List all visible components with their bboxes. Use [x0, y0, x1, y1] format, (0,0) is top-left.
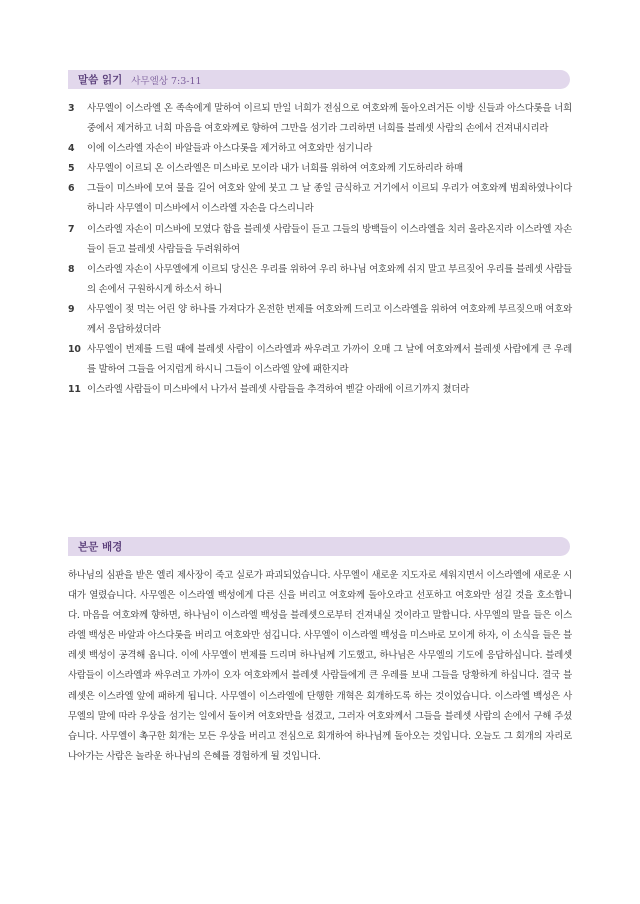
verse-number: 3 [68, 103, 75, 114]
verse-item [68, 99, 572, 139]
verse-text: 이스라엘 사람들이 미스바에서 나가서 블레셋 사람들을 추격하여 벧갈 아래에 이르기까지 쳤더라 [87, 384, 470, 396]
verse-text: 사무엘이 젖 먹는 어린 양 하나를 가져다가 온전한 번제를 여호와께 드리고 이스라엘을 위하여 여호와께 부르짖으매 여호와께서 응답하셨더라 [87, 303, 572, 336]
verse-item [68, 179, 572, 219]
verse-number: 6 [68, 183, 75, 195]
verse-text: 이스라엘 자손이 미스바에 모였다 함을 블레셋 사람들이 듣고 그들의 방백들이 이스라엘을 치러 올라온지라 이스라엘 자손들이 듣고 블레셋 사람들을 두려워하여 [87, 223, 572, 255]
verse-text: 이스라엘 자손이 사무엘에게 이르되 당신은 우리를 위하여 우리 하나님 여호와께 쉬지 말고 부르짖어 우리를 블레셋 사람들의 손에서 구원하시게 하소서 하니 [87, 263, 572, 295]
verse-item [68, 159, 572, 179]
verse-number: 4 [68, 143, 75, 155]
verse-number: 8 [68, 263, 75, 275]
background-section-title: 본문 배경 [78, 541, 123, 553]
verse-text: 사무엘이 이르되 온 이스라엘은 미스바로 모이라 내가 너희를 위하여 여호와께 기도하리라 하매 [87, 163, 463, 175]
verse-number: 5 [68, 163, 75, 175]
scripture-reference: 사무엘상 7:3-11 [131, 75, 202, 87]
verse-number: 9 [68, 303, 75, 315]
verse-item [68, 340, 572, 380]
reading-section-title: 말씀 읽기 [78, 74, 123, 86]
verse-text: 그들이 미스바에 모여 물을 길어 여호와 앞에 붓고 그 날 종일 금식하고 거기에서 이르되 우리가 여호와께 범죄하였나이다 하니라 사무엘이 미스바에서 이스라엘 자손을 다스리니라 [87, 183, 572, 215]
verse-item [68, 380, 572, 400]
background-paragraph: 하나님의 심판을 받은 엘리 제사장이 죽고 실로가 파괴되었습니다. 사무엘이 새로운 지도자로 세워지면서 이스라엘에 새로운 시대가 열렸습니다. 사무엘은 이스라엘 백성에게 다른 신을 버리고 여호와께 돌아오라고 선포하고 여호와만 섬길 것을 호소합니다. 마음을 여호와께 향하면, 하나님이 이스라엘 백성을 블레셋으로부터 건져내실 것이라고 말합니다. 사무엘의 말을 들은 이스라엘 백성은 바알과 아스다롯을 버리고 여호와만 섬깁니다. 사무엘이 이스라엘 백성을 미스바로 모이게 하자, 이 소식을 들은 블레셋 백성이 공격해 옵니다. 이에 사무엘이 번제를 드리며 하나님께 기도했고, 하나님은 사무엘의 기도에 응답하십니다. 블레셋 사람들이 이스라엘과 싸우려고 가까이 오자 여호와께서 블레셋 사람들에게 큰 우레를 보내 그들을 당황하게 하십니다. 결국 블레셋은 이스라엘 앞에 패하게 됩니다. 사무엘이 이스라엘에 단행한 개혁은 회개하도록 하는 것이었습니다. 이스라엘 백성은 사무엘의 말에 따라 우상을 섬기는 일에서 돌이켜 여호와만을 섬겼고, 그러자 여호와께서 그들을 블레셋 사람의 손에서 구해 주셨습니다. 사무엘이 촉구한 회개는 모든 우상을 버리고 전심으로 회개하여 하나님께 돌아오는 것입니다. 오늘도 그 회개의 자리로 나아가는 사람은 놀라운 하나님의 은혜를 경험하게 될 것입니다. [68, 570, 572, 762]
verse-item [68, 260, 572, 300]
verse-list [68, 99, 572, 400]
verse-item [68, 139, 572, 159]
verse-item [68, 220, 572, 260]
verse-text: 이에 이스라엘 자손이 바알들과 아스다롯을 제거하고 여호와만 섬기니라 [87, 143, 373, 155]
verse-number: 11 [68, 384, 81, 396]
verse-text: 사무엘이 번제를 드릴 때에 블레셋 사람이 이스라엘과 싸우려고 가까이 오매 그 날에 여호와께서 블레셋 사람에게 큰 우레를 발하여 그들을 어지럽게 하시니 그들이 이스라엘 앞에 패한지라 [87, 344, 572, 376]
verse-number: 7 [68, 223, 75, 235]
background-section-header [68, 537, 570, 556]
reading-section-header [68, 70, 570, 89]
verse-number: 10 [68, 344, 81, 356]
verse-item [68, 300, 572, 340]
verse-text: 사무엘이 이스라엘 온 족속에게 말하여 이르되 만일 너희가 전심으로 여호와께 돌아오려거든 이방 신들과 아스다롯을 너희 중에서 제거하고 너희 마음을 여호와께로 향하여 그만을 섬기라 그리하면 너희를 블레셋 사람의 손에서 건져내시리라 [87, 103, 572, 135]
